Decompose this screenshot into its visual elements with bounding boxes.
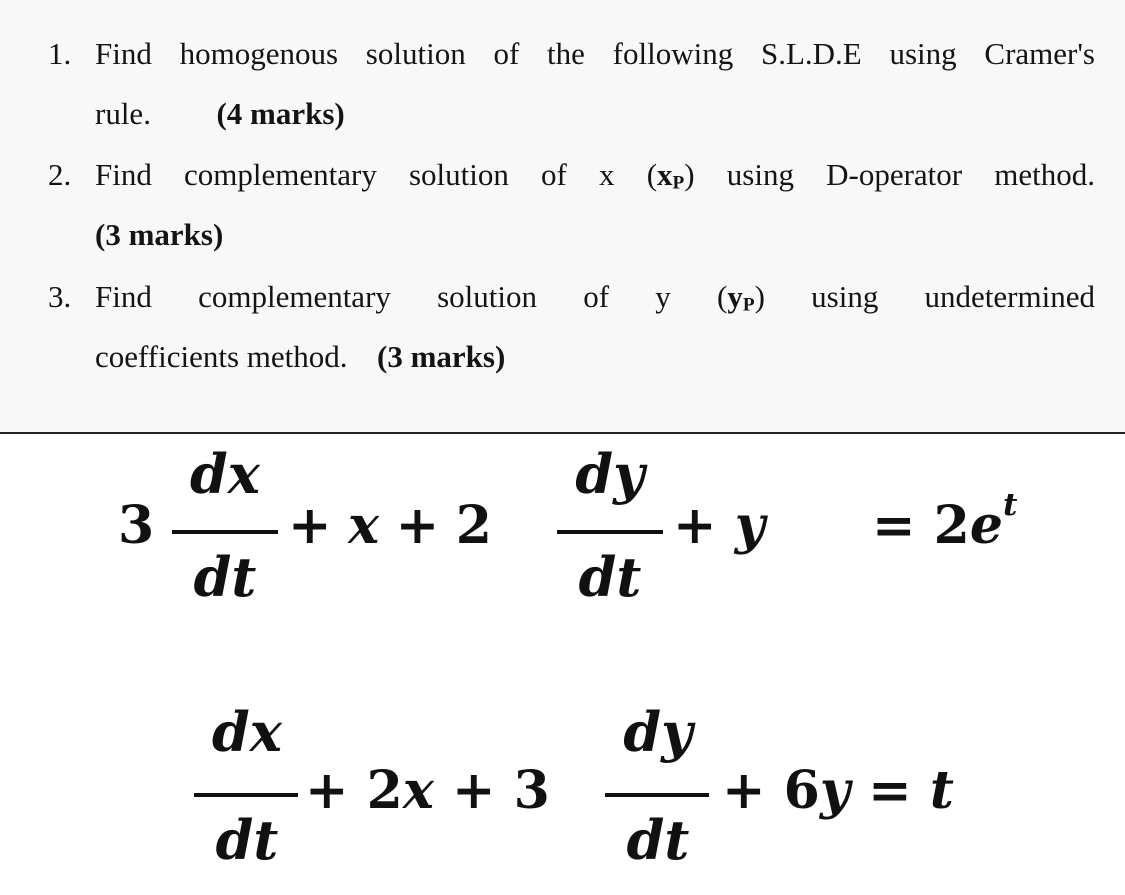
question-text: Find homogenous solution of the following S.L.D.E using Cramer's <box>95 36 1095 71</box>
question-text: Find complementary solution of y (yP) using undetermined <box>95 279 1095 316</box>
question-1 <box>0 36 1125 136</box>
eq1-tail: + y <box>673 495 765 556</box>
question-continuation <box>95 339 505 375</box>
eq2-denominator-dt: dt <box>626 808 690 872</box>
question-continuation <box>95 96 345 132</box>
question-text-end: coefficients method. <box>95 339 348 374</box>
question-number: 2. <box>48 157 72 192</box>
question-text-end: rule. <box>95 96 151 131</box>
particular-var: x <box>657 157 673 192</box>
question-text: Find complementary solution of x (xP) using D-operator method. <box>95 157 1095 194</box>
eq2-middle-terms: + 2x + 3 <box>305 760 550 821</box>
eq1-middle-terms: + x + 2 <box>288 495 492 556</box>
eq2-denominator-dt: dt <box>215 808 279 872</box>
marks-label: (3 marks) <box>95 217 224 252</box>
eq1-rhs-exponent: t <box>1002 486 1018 523</box>
eq1-denominator-dt: dt <box>578 545 642 609</box>
questions-panel <box>0 0 1125 432</box>
eq1-numerator-dy: dy <box>575 442 645 506</box>
eq1-denominator-dt: dt <box>193 545 257 609</box>
particular-var: y <box>727 279 743 314</box>
eq1-fraction-bar-2 <box>557 530 663 534</box>
particular-subscript: P <box>672 172 685 194</box>
eq2-numerator-dx: dx <box>212 700 282 764</box>
eq1-rhs: = $2e^t$ <box>872 486 1018 556</box>
question-number: 3. <box>48 279 72 314</box>
question-continuation <box>95 217 223 253</box>
section-divider <box>0 432 1125 434</box>
marks-label: (4 marks) <box>216 96 345 131</box>
eq2-fraction-bar-2 <box>605 793 709 797</box>
marks-label: (3 marks) <box>377 339 506 374</box>
question-3 <box>0 279 1125 379</box>
particular-subscript: P <box>742 294 755 316</box>
eq1-numerator-dx: dx <box>190 442 260 506</box>
eq1-coefficient: 3 <box>118 495 155 556</box>
question-number: 1. <box>48 36 72 71</box>
eq2-tail: + 6y = t <box>722 760 954 821</box>
eq2-numerator-dy: dy <box>623 700 693 764</box>
eq2-fraction-bar-1 <box>194 793 298 797</box>
question-2 <box>0 157 1125 257</box>
eq1-fraction-bar-1 <box>172 530 278 534</box>
